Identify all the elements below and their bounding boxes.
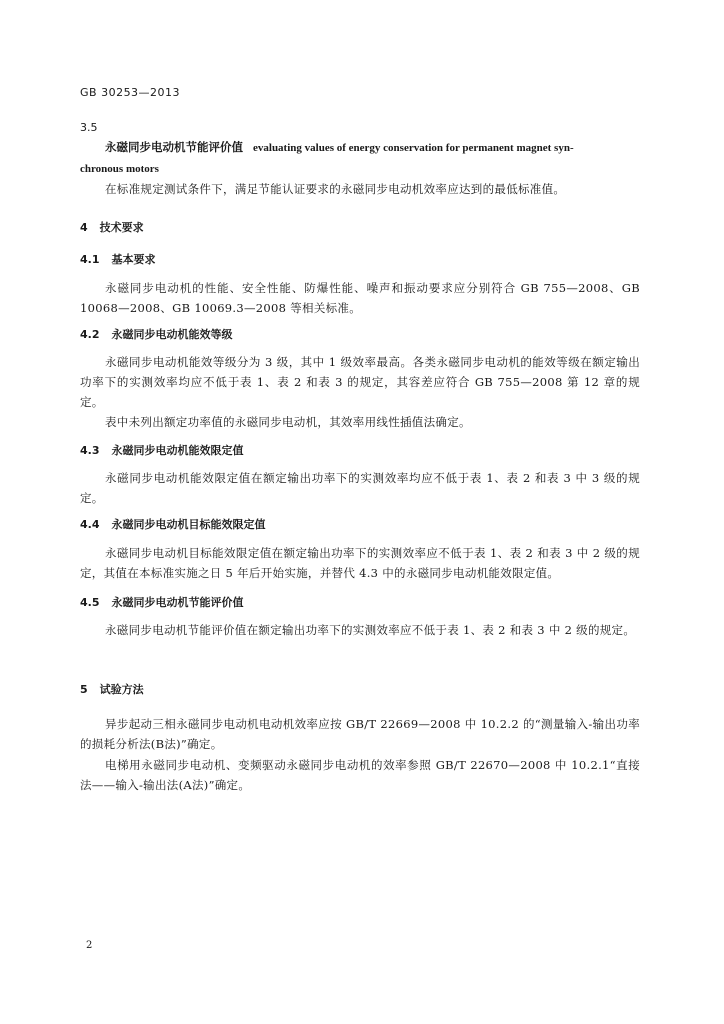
term-english-1: evaluating values of energy conservation for permanent magnet syn- bbox=[253, 142, 574, 154]
clause-4-5-number: 4.5 bbox=[80, 596, 100, 609]
chapter-5-number: 5 bbox=[80, 683, 88, 696]
chapter-5-paragraph-1: 异步起动三相永磁同步电动机电动机效率应按 GB/T 22669—2008 中 10.2.2 的“测量输入-输出功率的损耗分析法(B法)”确定。 bbox=[80, 717, 640, 751]
chapter-4-number: 4 bbox=[80, 221, 88, 234]
clause-4-1-paragraph: 永磁同步电动机的性能、安全性能、防爆性能、噪声和振动要求应分别符合 GB 755—2008、GB 10068—2008、GB 10069.3—2008 等相关标准。 bbox=[80, 281, 640, 315]
clause-4-4-heading bbox=[80, 516, 640, 532]
clause-3-5-number: 3.5 bbox=[80, 121, 98, 134]
clause-4-2-title: 永磁同步电动机能效等级 bbox=[111, 328, 233, 341]
clause-4-1-number: 4.1 bbox=[80, 253, 100, 266]
clause-4-3-paragraph: 永磁同步电动机能效限定值在额定输出功率下的实测效率均应不低于表 1、表 2 和表 3 中 3 级的规定。 bbox=[80, 471, 640, 505]
clause-4-5-paragraph: 永磁同步电动机节能评价值在额定输出功率下的实测效率应不低于表 1、表 2 和表 3 中 2 级的规定。 bbox=[105, 623, 636, 637]
clause-4-4-title: 永磁同步电动机目标能效限定值 bbox=[111, 518, 266, 531]
clause-4-3-heading bbox=[80, 442, 640, 458]
clause-4-3-title: 永磁同步电动机能效限定值 bbox=[111, 444, 244, 457]
page-number: 2 bbox=[86, 940, 93, 951]
chapter-5-heading bbox=[80, 681, 640, 697]
clause-4-4-paragraph: 永磁同步电动机目标能效限定值在额定输出功率下的实测效率应不低于表 1、表 2 和表 3 中 2 级的规定，其值在本标准实施之日 5 年后开始实施，并替代 4.3 中的永磁同步电动机能效限定值。 bbox=[80, 546, 640, 580]
clause-4-4-number: 4.4 bbox=[80, 518, 100, 531]
chapter-4-title: 技术要求 bbox=[99, 221, 144, 234]
term-line-1 bbox=[80, 137, 640, 158]
clause-4-2-paragraph-2: 表中未列出额定功率值的永磁同步电动机，其效率用线性插值法确定。 bbox=[105, 415, 471, 429]
clause-4-2-heading bbox=[80, 326, 640, 342]
standard-number-header: GB 30253—2013 bbox=[80, 86, 181, 99]
term-definition: 在标准规定测试条件下，满足节能认证要求的永磁同步电动机效率应达到的最低标准值。 bbox=[105, 182, 566, 196]
clause-4-2-paragraph-1: 永磁同步电动机能效等级分为 3 级，其中 1 级效率最高。各类永磁同步电动机的能效等级在额定输出功率下的实测效率均应不低于表 1、表 2 和表 3 的规定，其容差应符合 GB 755—2008 第 12 章的规定。 bbox=[80, 355, 640, 409]
clause-4-2-number: 4.2 bbox=[80, 328, 100, 341]
clause-4-5-heading bbox=[80, 594, 640, 610]
term-chinese: 永磁同步电动机节能评价值 bbox=[105, 140, 243, 154]
chapter-4-heading bbox=[80, 219, 640, 235]
clause-4-1-heading bbox=[80, 251, 640, 267]
clause-3-5-term bbox=[80, 137, 640, 199]
clause-4-3-number: 4.3 bbox=[80, 444, 100, 457]
term-english-2: chronous motors bbox=[80, 163, 159, 175]
clause-4-1-title: 基本要求 bbox=[111, 253, 156, 266]
chapter-5-paragraph-2: 电梯用永磁同步电动机、变频驱动永磁同步电动机的效率参照 GB/T 22670—2008 中 10.2.1“直接法——输入-输出法(A法)”确定。 bbox=[80, 758, 640, 792]
chapter-5-title: 试验方法 bbox=[99, 683, 144, 696]
term-line-2 bbox=[80, 158, 640, 179]
clause-4-5-title: 永磁同步电动机节能评价值 bbox=[111, 596, 244, 609]
